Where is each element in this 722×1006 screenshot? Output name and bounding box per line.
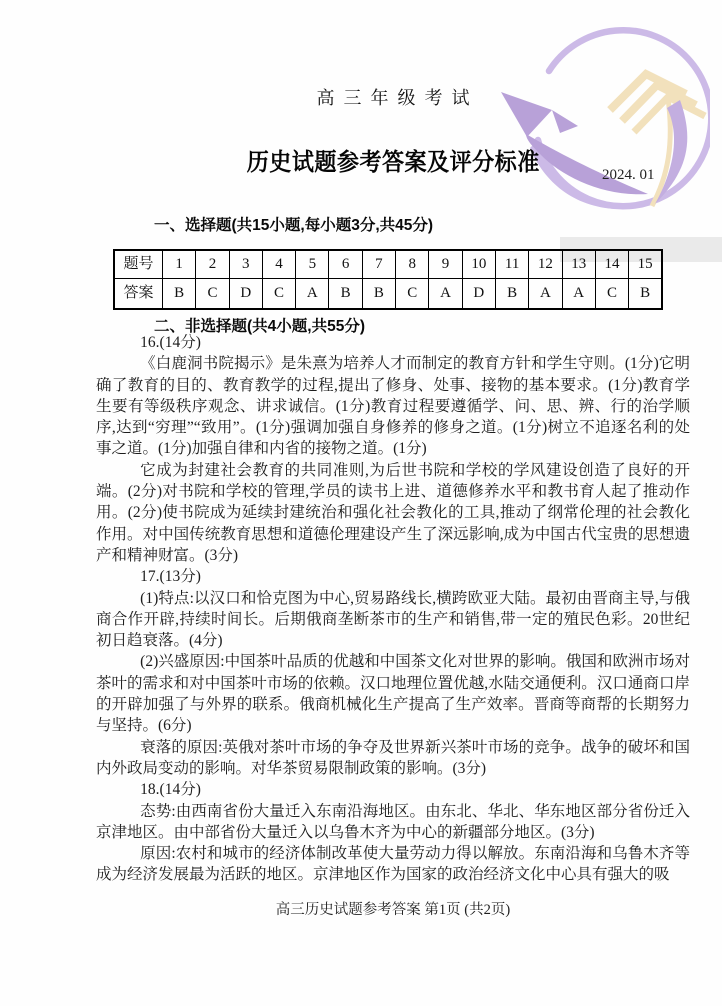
answer-cell: C (396, 279, 429, 310)
choice-section-heading: 一、选择题(共15小题,每小题3分,共45分) (154, 217, 434, 234)
question-number-cell: 7 (362, 250, 395, 279)
exam-title: 高三年级考试 (316, 88, 479, 108)
document-content (96, 0, 690, 1006)
answer-table (113, 249, 663, 310)
question-label: 18.(14分) (140, 781, 201, 799)
question-number-cell: 10 (462, 250, 495, 279)
answer-cell: B (362, 279, 395, 310)
document-title-row (96, 142, 690, 177)
essay-answers (96, 332, 690, 886)
question-number-cell: 5 (296, 250, 329, 279)
answer-paragraph: 原因:农村和城市的经济体制改革使大量劳动力得以解放。东南沿海和乌鲁木齐等成为经济发展最为活跃的地区。京津地区作为国家的政治经济文化中心具有强大的吸 (96, 845, 690, 884)
answer-cell: A (529, 279, 562, 310)
row-header-cell: 题号 (114, 250, 163, 279)
answer-cell: B (495, 279, 528, 310)
question-number-cell: 9 (429, 250, 462, 279)
answer-cell: A (429, 279, 462, 310)
answer-paragraph: 它成为封建社会教育的共同准则,为后世书院和学校的学风建设创造了良好的开端。(2分)对书院和学校的管理,学员的读书上进、道德修养水平和教书育人起了推动作用。(2分)使书院成为延续封建统治和强化社会教化的工具,推动了纲常伦理的社会教化作用。对中国传统教育思想和道德伦理建设产生了深远影响,成为中国古代宝贵的思想遗产和精神财富。(3分) (96, 461, 690, 564)
answer-cell: C (262, 279, 295, 310)
question-number-cell: 6 (329, 250, 362, 279)
answer-cell: A (562, 279, 595, 310)
answer-paragraph: 衰落的原因:英俄对茶叶市场的争夺及世界新兴茶叶市场的竞争。战争的破坏和国内外政局变动的影响。对华茶贸易限制政策的影响。(3分) (96, 738, 690, 777)
question-label: 16.(14分) (140, 334, 201, 351)
question-number-cell: 2 (196, 250, 229, 279)
answer-row (114, 279, 662, 310)
answer-paragraph: 《白鹿洞书院揭示》是朱熹为培养人才而制定的教育方针和学生守则。(1分)它明确了教育的目的、教育教学的过程,提出了修身、处事、接物的基本要求。(1分)教育学生要有等级秩序观念、讲求诚信。(1分)教育过程要遵循学、问、思、辨、行的治学顺序,达到“穷理”“致用”。(1分)强调加强自身修养的修身之道。(1分)树立不追逐名利的处事之道。(1分)加强自律和内省的接物之道。(1分) (96, 355, 690, 458)
page-footer: 高三历史试题参考答案 第1页 (共2页) (275, 902, 511, 918)
essay-section-heading: 二、非选择题(共4小题,共55分) (154, 318, 365, 335)
question-number-row (114, 250, 662, 279)
question-number-cell: 8 (396, 250, 429, 279)
answer-cell: D (462, 279, 495, 310)
answer-cell: B (629, 279, 662, 310)
document-title: 历史试题参考答案及评分标准 (246, 150, 540, 176)
question-number-cell: 14 (595, 250, 628, 279)
answer-cell: B (329, 279, 362, 310)
question-number-cell: 15 (629, 250, 662, 279)
answer-cell: D (229, 279, 262, 310)
row-header-cell: 答案 (114, 279, 163, 310)
question-number-cell: 1 (163, 250, 196, 279)
question-number-cell: 11 (495, 250, 528, 279)
question-number-cell: 4 (262, 250, 295, 279)
question-number-cell: 3 (229, 250, 262, 279)
answer-cell: C (196, 279, 229, 310)
question-number-cell: 13 (562, 250, 595, 279)
answer-cell: C (595, 279, 628, 310)
exam-date: 2024. 01 (602, 167, 655, 183)
answer-paragraph: (2)兴盛原因:中国茶叶品质的优越和中国茶文化对世界的影响。俄国和欧洲市场对茶叶的需求和对中国茶叶市场的依赖。汉口地理位置优越,水陆交通便利。汉口通商口岸的开辟加强了与外界的联系。俄商机械化生产提高了生产效率。晋商等商帮的长期努力与坚持。(6分) (96, 653, 690, 735)
answer-cell: A (296, 279, 329, 310)
answer-cell: B (163, 279, 196, 310)
answer-paragraph: 态势:由西南省份大量迁入东南沿海地区。由东北、华北、华东地区部分省份迁入京津地区。由中部省份大量迁入以乌鲁木齐为中心的新疆部分地区。(3分) (96, 802, 690, 841)
question-label: 17.(13分) (140, 568, 201, 586)
question-number-cell: 12 (529, 250, 562, 279)
answer-paragraph: (1)特点:以汉口和恰克图为中心,贸易路线长,横跨欧亚大陆。最初由晋商主导,与俄商合作开辟,持续时间长。后期俄商垄断茶市的生产和销售,带一定的殖民色彩。20世纪初日趋衰落。(4分) (96, 589, 690, 650)
